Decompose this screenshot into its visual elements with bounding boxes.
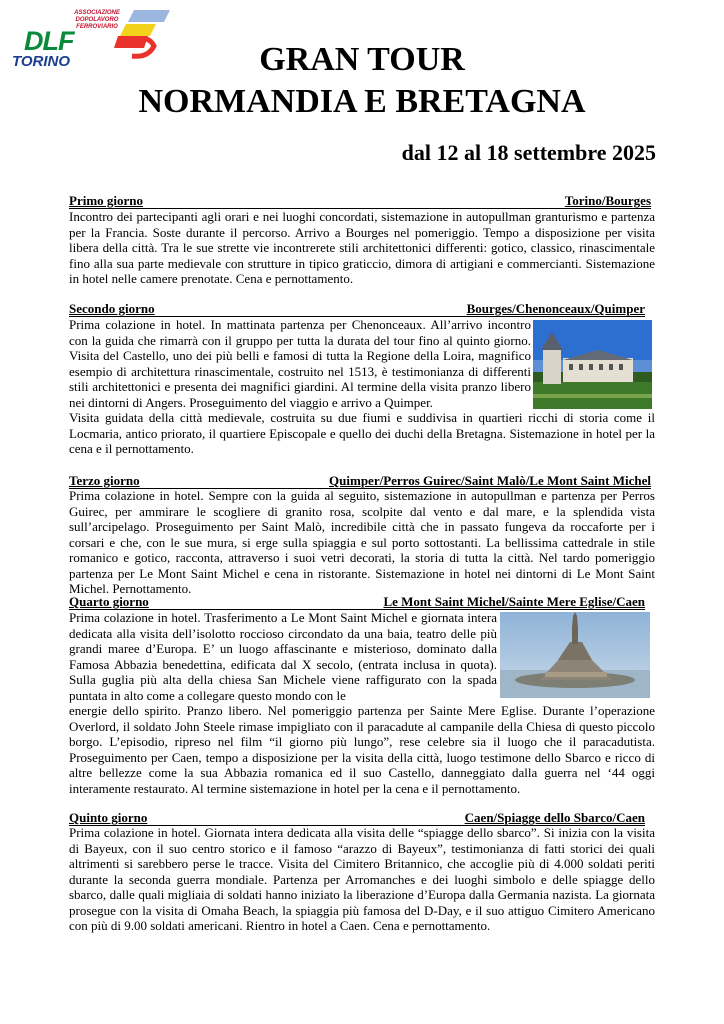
day-route: Le Mont Saint Michel/Sainte Mere Eglise/Caen bbox=[383, 594, 645, 609]
day-header-1 bbox=[69, 193, 651, 209]
logo-brand: DLF bbox=[24, 26, 74, 56]
day-route: Torino/Bourges bbox=[564, 193, 651, 208]
day-route: Caen/Spiagge dello Sbarco/Caen bbox=[464, 810, 645, 825]
day-name: Secondo giorno bbox=[69, 301, 155, 316]
day-description-2a: Prima colazione in hotel. In mattinata partenza per Chenonceaux. All’arrivo incontro con la guida che rimarrà con il gruppo per tutta la durata del tour fino al quinto giorno. Visita del Castello, uno dei più belli e famosi di tutta la Regione della Loira, magnifico esempio di architettura rinascimentale, costruito nel 1513, è testimonianza di differenti stili architettonici e presenta dei magnifici giardini. Al termine della visita pranzo libero nei dintorni di Angers. Proseguimento del viaggio e arrivo a Quimper. bbox=[69, 317, 531, 410]
mont-saint-michel-photo bbox=[500, 612, 650, 698]
day-header-3 bbox=[69, 473, 651, 489]
day-description-2b: Visita guidata della città medievale, costruita su due fiumi e suddivisa in quartieri ricchi di storia come il Locmaria, antico priorato, il quartiere Episcopale e quello dei duchi della Bretagna. Sistemazione in hotel per la cena e il pernottamento. bbox=[69, 410, 655, 456]
day-name: Terzo giorno bbox=[69, 473, 140, 488]
day-header-5 bbox=[69, 810, 645, 826]
chenonceaux-castle-photo bbox=[533, 320, 652, 409]
day-header-2 bbox=[69, 301, 645, 317]
page-title-line1: GRAN TOUR bbox=[259, 41, 465, 78]
day-name: Quarto giorno bbox=[69, 594, 149, 609]
page-title-line2: NORMANDIA E BRETAGNA bbox=[138, 83, 586, 120]
day-name: Quinto giorno bbox=[69, 810, 148, 825]
day-name: Primo giorno bbox=[69, 193, 144, 208]
day-description-4a: Prima colazione in hotel. Trasferimento a Le Mont Saint Michel e giornata intera dedicata alla visita dell’isolotto roccioso circondato da una baia, teatro delle più grandi maree d’Europa. E’ un luogo affascinante e misterioso, dominato dalla Famosa Abbazia benedettina, edificata dal X secolo, (entrata inclusa in quota). Sulla guglia più alta della chiesa San Michele viene raffigurato con la spada puntata in alto come a collegare questo mondo con le bbox=[69, 610, 497, 703]
day-description-5: Prima colazione in hotel. Giornata intera dedicata alla visita delle “spiagge dello sbarco”. Si inizia con la visita di Bayeux, con il suo centro storico e il famoso “arazzo di Bayeux”, testimonianza di fatti storici dei quali altrimenti si sarebbero perse le tracce. Visita del Cimitero Britannico, che accoglie più di 4.000 soldati periti durante la seconda guerra mondiale. Partenza per Arromanches e dei luoghi simbolo e delle spiagge dello sbarco, dalle quali migliaia di soldati hanno iniziato la liberazione d’Europa dalla Germania nazista. La giornata prosegue con la visita di Omaha Beach, la spiaggia più famosa del D-Day, e il suo attiguo Cimitero Americano con più di 9.00 soldati americani. Rientro in hotel a Caen. Cena e pernottamento. bbox=[69, 825, 655, 933]
logo-association-text: ASSOCIAZIONE DOPOLAVORO FERROVIARIO bbox=[74, 10, 120, 30]
day-route: Bourges/Chenonceaux/Quimper bbox=[466, 301, 645, 316]
day-header-4 bbox=[69, 594, 645, 610]
tour-dates: dal 12 al 18 settembre 2025 bbox=[401, 140, 656, 165]
day-description-4b: energie dello spirito. Pranzo libero. Nel pomeriggio partenza per Sainte Mere Eglise. Durante l’operazione Overlord, il soldato John Steele rimase impigliato con il paracadute al campanile della Chiesa di questo piccolo borgo. L’episodio, ripreso nel film “il giorno più lungo”, rese celebre sia il luogo che il paracadutista. Proseguimento per Caen, tempo a disposizione per la visita della città, luogo testimone dello Sbarco e ricco di altre bellezze come la sua Abbazia romanica ed il suo Castello, danneggiato dalla guerra nel ‘44 oggi interamente restaurato. Al termine sistemazione in hotel per la cena e il pernottamento. bbox=[69, 703, 655, 796]
day-description-3: Prima colazione in hotel. Sempre con la guida al seguito, sistemazione in autopullman e partenza per Perros Guirec, per ammirare le scogliere di granito rosa, scolpite dal vento e dal mare, e la splendida vista sull’arcipelago. Proseguimento per Saint Malò, incredibile città che in passato fungeva da roccaforte per i corsari e che, con le sue mura, si erge sulla spiaggia e sul porto sottostanti. La bellissima cattedrale in stile romanico e gotico, racconta, attraverso i suoi vetri decorati, la storia di tutta la città. Nel tardo pomeriggio partenza per Le Mont Saint Michel e cena in ristorante. Sistemazione in hotel nei dintorni di Le Mont Saint Michel. Pernottamento. bbox=[69, 488, 655, 596]
logo-city: TORINO bbox=[12, 53, 71, 70]
day-description-1: Incontro dei partecipanti agli orari e nei luoghi concordati, sistemazione in autopullman granturismo e partenza per la Francia. Soste durante il percorso. Arrivo a Bourges nel pomeriggio. Tempo a disposizione per visita libera della città. Tra le sue strette vie incontrerete stili architettonici differenti: gotico, classico, rinascimentale fino alla sua parte medievale con strutture in tipico graticcio, dimora di artigiani e commercianti. Sistemazione in hotel nelle camere prenotate. Cena e pernottamento. bbox=[69, 209, 655, 286]
day-route: Quimper/Perros Guirec/Saint Malò/Le Mont Saint Michel bbox=[329, 473, 651, 488]
